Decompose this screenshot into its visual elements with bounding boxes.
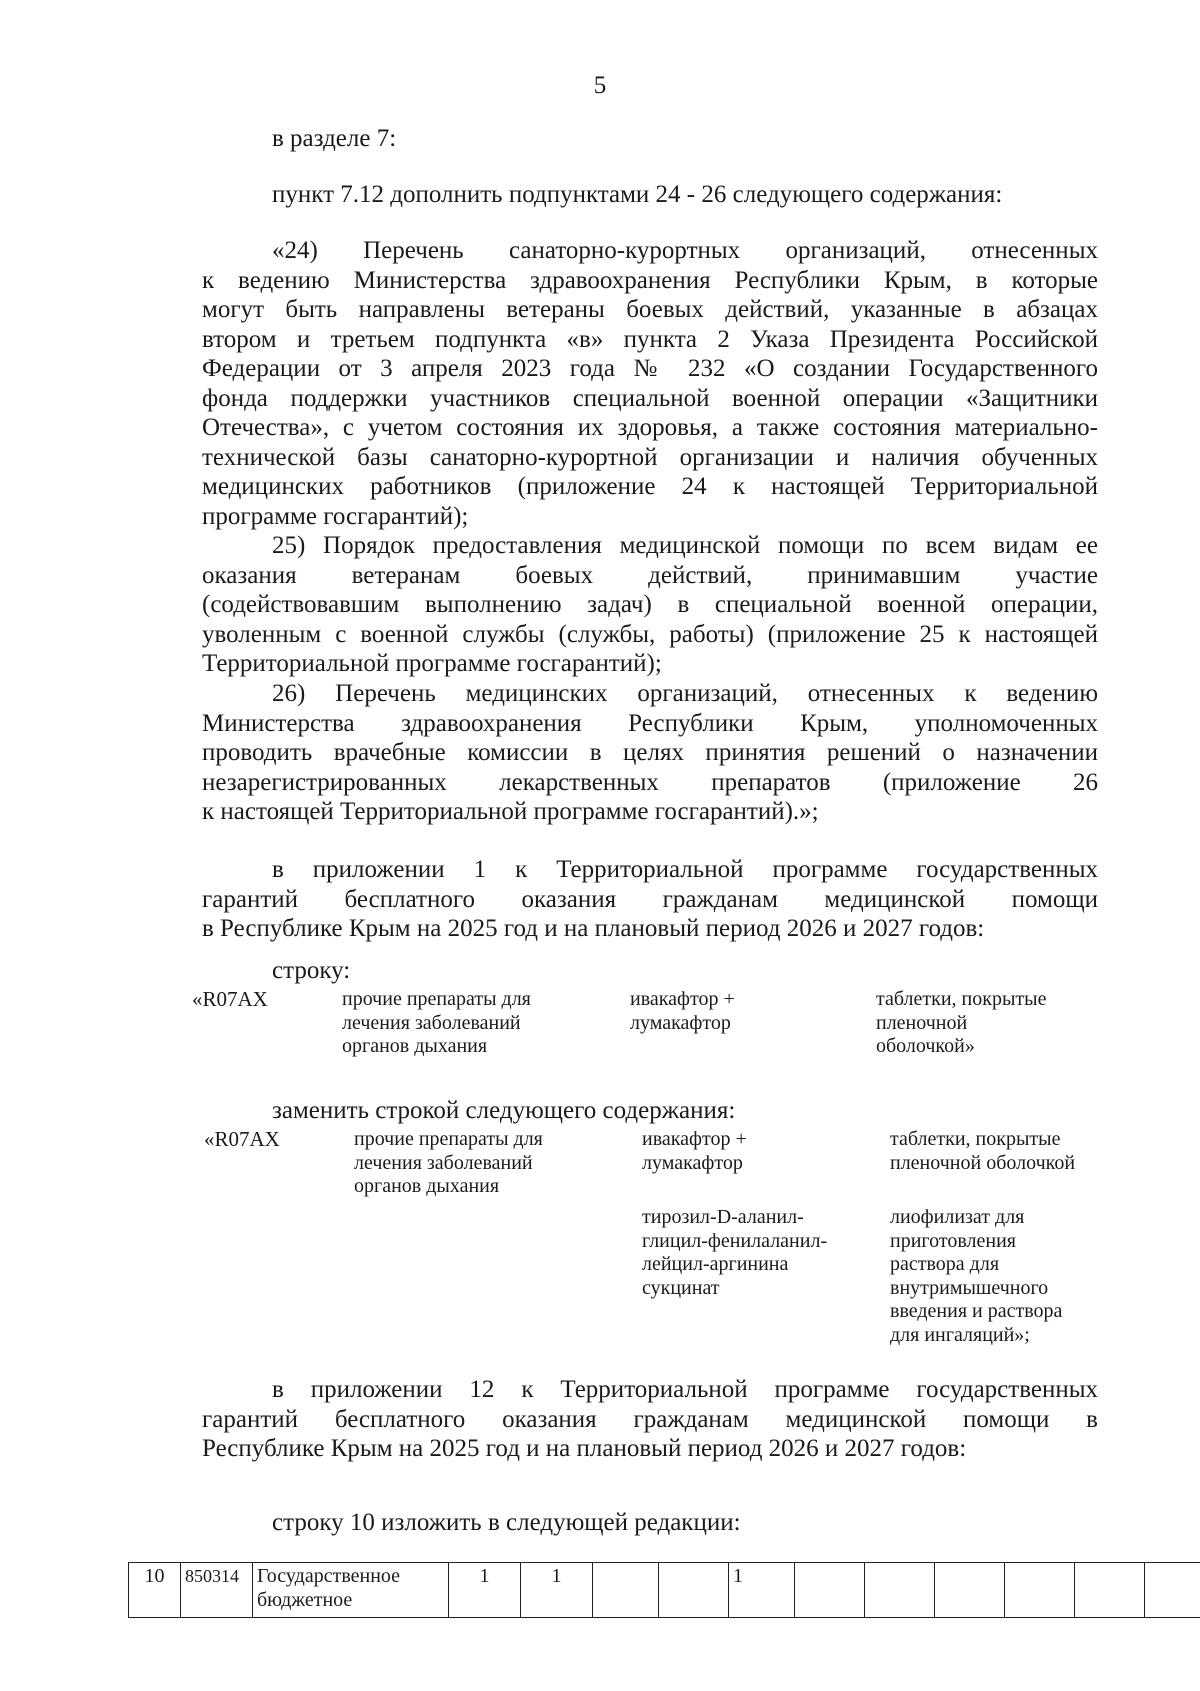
new-row-drug-line: лумакафтор	[642, 1151, 743, 1174]
new-row-code: «R07AX	[204, 1127, 280, 1151]
new-row-form-line: таблетки, покрытые	[890, 1128, 1061, 1150]
subitem-26-line: Министерства здравоохранения Республики Крым, уполномоченных	[202, 709, 1098, 737]
table-cell: 1	[729, 1563, 795, 1618]
new-row-drug-line: тирозил-D-аланил-	[642, 1206, 804, 1228]
old-row-drug	[630, 988, 735, 1035]
old-row-code: «R07AX	[192, 987, 268, 1011]
old-row-group-line: прочие препараты для	[342, 988, 531, 1010]
old-row-drug-line: ивакафтор +	[630, 988, 735, 1010]
appendix-1-intro	[202, 855, 1098, 944]
subitem-25	[202, 531, 1098, 679]
new-row-group-line: прочие препараты для	[354, 1128, 543, 1150]
new-row-form-line: приготовления	[890, 1229, 1016, 1252]
table-cell	[865, 1563, 935, 1618]
subitem-24-line: втором и третьем подпункта «в» пункта 2 Указа Президента Российской	[202, 325, 1098, 353]
new-row-form-1	[890, 1128, 1075, 1175]
table-cell	[659, 1563, 729, 1618]
table-cell	[795, 1563, 865, 1618]
old-row-form-line: оболочкой»	[876, 1035, 975, 1057]
new-row-drug-line: сукцинат	[642, 1276, 720, 1299]
new-row-group-line: лечения заболеваний	[354, 1151, 533, 1174]
new-row-form-line: лиофилизат для	[890, 1206, 1025, 1228]
subitem-25-line: 25) Порядок предоставления медицинской помощи по всем видам ее	[272, 532, 1098, 559]
table-cell	[593, 1563, 659, 1618]
table-row	[129, 1563, 1200, 1618]
table-cell	[935, 1563, 1005, 1618]
old-row-group-line: лечения заболеваний	[342, 1011, 521, 1034]
page-number: 5	[593, 72, 607, 99]
subitem-24-line: технической базы санаторно-курортной организации и наличия обученных	[202, 443, 1098, 471]
new-row-group-line: органов дыхания	[354, 1175, 500, 1197]
new-row-drug-1	[642, 1128, 747, 1175]
new-row-drug-line: ивакафтор +	[642, 1128, 747, 1150]
subitem-25-line: оказания ветеранам боевых действий, принимавшим участие	[202, 561, 1098, 589]
appendix-12-intro	[202, 1375, 1098, 1464]
new-row-form-line: для ингаляций»;	[890, 1323, 1030, 1346]
subitem-24-line: к ведению Министерства здравоохранения Республики Крым, в которые	[202, 266, 1098, 294]
replace-label: заменить строкой следующего содержания:	[272, 1097, 736, 1124]
row-10-table	[128, 1562, 1200, 1618]
old-row-group-line: органов дыхания	[342, 1035, 488, 1057]
table-cell: 850314	[181, 1563, 253, 1618]
appendix-1-line: гарантий бесплатного оказания гражданам медицинской помощи	[202, 885, 1098, 913]
new-row-group	[354, 1128, 543, 1199]
row10-label: строку 10 изложить в следующей редакции:	[272, 1509, 741, 1536]
appendix-12-line: гарантий бесплатного оказания гражданам медицинской помощи в	[202, 1405, 1098, 1433]
new-row-form-line: раствора для	[890, 1253, 1000, 1275]
old-row-form-line: пленочной	[876, 1011, 968, 1034]
table-cell: 10	[129, 1563, 181, 1618]
subitem-26-line: проводить врачебные комиссии в целях принятия решений о назначении	[202, 739, 1098, 766]
subitem-24-line: фонда поддержки участников специальной военной операции «Защитники	[202, 384, 1098, 412]
appendix-12-line: в приложении 12 к Территориальной программе государственных	[272, 1376, 1098, 1403]
subitem-24-line: «24) Перечень санаторно-курортных организаций, отнесенных	[272, 237, 1098, 264]
subitem-24-line: Отечества», с учетом состояния их здоровья, а также состояния материально-	[202, 414, 1098, 441]
subitem-24-line: медицинских работников (приложение 24 к настоящей Территориальной	[202, 473, 1098, 500]
subitem-26-line: 26) Перечень медицинских организаций, отнесенных к ведению	[272, 680, 1098, 707]
subitem-24	[202, 236, 1098, 531]
appendix-1-line: в приложении 1 к Территориальной программе государственных	[272, 856, 1098, 883]
row-label: строку:	[272, 957, 351, 984]
old-row-form-line: таблетки, покрытые	[876, 988, 1047, 1010]
new-row-form-line: введения и раствора	[890, 1300, 1063, 1322]
appendix-12-line: Республике Крым на 2025 год и на плановый период 2026 и 2027 годов:	[202, 1435, 967, 1462]
subitem-25-line: (содействовавшим выполнению задач) в специальной военной операции,	[202, 591, 1098, 618]
new-row-form-line: пленочной оболочкой	[890, 1151, 1076, 1174]
new-row-form-line: внутримышечного	[890, 1276, 1049, 1299]
table-cell: 1	[521, 1563, 593, 1618]
section-heading: в разделе 7:	[272, 125, 397, 152]
new-row-drug-line: глицил-фенилаланил-	[642, 1229, 828, 1252]
table-cell: 1	[449, 1563, 521, 1618]
subitem-26-line: незарегистрированных лекарственных препаратов (приложение 26	[202, 768, 1098, 796]
old-row-group	[342, 988, 531, 1059]
subitem-24-line: Федерации от 3 апреля 2023 года № 232 «О создании Государственного	[202, 355, 1098, 382]
appendix-1-line: в Республике Крым на 2025 год и на плановый период 2026 и 2027 годов:	[202, 915, 985, 942]
table-cell	[1075, 1563, 1145, 1618]
subitem-24-line: программе госгарантий);	[202, 502, 469, 530]
table-cell	[1005, 1563, 1075, 1618]
old-row-drug-line: лумакафтор	[630, 1011, 731, 1034]
subitem-25-line: уволенным с военной службы (службы, работы) (приложение 25 к настоящей	[202, 620, 1098, 648]
old-row-form	[876, 988, 1046, 1059]
new-row-drug-line: лейцил-аргинина	[642, 1253, 789, 1275]
table-cell	[1145, 1563, 1200, 1618]
table-cell: Государственное бюджетное	[253, 1563, 449, 1618]
subitem-24-line: могут быть направлены ветераны боевых действий, указанные в абзацах	[202, 296, 1098, 323]
new-row-form-2	[890, 1206, 1062, 1347]
subitem-25-line: Территориальной программе госгарантий);	[202, 650, 662, 677]
subitem-26-line: к настоящей Территориальной программе госгарантий).»;	[202, 798, 819, 825]
new-row-drug-2	[642, 1206, 827, 1300]
subitem-26	[202, 679, 1098, 827]
item-intro: пункт 7.12 дополнить подпунктами 24 - 26 следующего содержания:	[272, 181, 1003, 208]
